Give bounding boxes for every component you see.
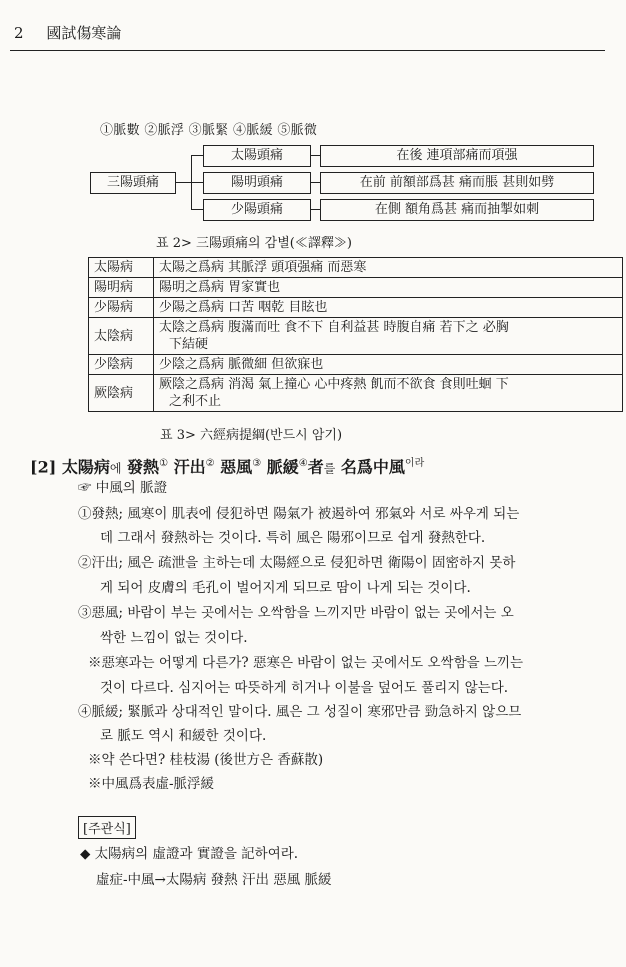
cell-line: 陽明之爲病 胃家實也 <box>159 280 281 295</box>
connector <box>175 182 191 183</box>
table2-desc-box: 在前 前額部爲甚 痛而脹 甚則如劈 <box>320 172 594 194</box>
table2-caption: 표 2> 三陽頭痛의 감별(≪譯釋≫) <box>156 236 352 251</box>
body-line: 로 脈도 역시 和緩한 것이다. <box>100 728 267 744</box>
cell-line: 厥陰之爲病 消渴 氣上撞心 心中疼熱 飢而不欲食 食則吐蛔 下 <box>159 377 509 392</box>
heading-term: 脈緩 <box>266 457 299 477</box>
table3-caption: 표 3> 六經病提綱(반드시 암기) <box>160 428 343 443</box>
connector <box>191 209 203 210</box>
table-row <box>89 258 623 278</box>
section-heading <box>30 454 424 477</box>
table-row <box>89 298 623 318</box>
cell-line: 少陰之爲病 脈微細 但欲寐也 <box>159 357 324 372</box>
footnote-mark: ① <box>159 458 169 469</box>
connector <box>310 209 320 210</box>
cell-line: 之利不止 <box>169 394 222 409</box>
body-line: 데 그래서 發熱하는 것이다. 특히 風은 陽邪이므로 쉽게 發熱한다. <box>100 530 486 546</box>
heading-particle: 이라 <box>404 458 425 469</box>
connector <box>191 155 203 156</box>
body-line: 게 되어 皮膚의 毛孔이 벌어지게 되므로 땀이 나게 되는 것이다. <box>100 580 471 596</box>
connector <box>310 182 320 183</box>
heading-term: 太陽病 <box>61 457 110 477</box>
table-cell: 太陽病 <box>89 258 154 278</box>
table-cell <box>154 318 623 355</box>
table2-name-box: 陽明頭痛 <box>203 172 311 194</box>
heading-term: 名爲中風 <box>340 457 405 477</box>
cell-line: 少陽之爲病 口苦 咽乾 目眩也 <box>159 300 328 315</box>
body-line: ①發熱; 風寒이 肌表에 侵犯하면 陽氣가 被遏하여 邪氣와 서로 싸우게 되는 <box>78 506 520 522</box>
table2-root-box: 三陽頭痛 <box>90 172 176 194</box>
body-line: ※약 쓴다면? 桂枝湯 (後世方은 香蘇散) <box>88 752 324 768</box>
table-cell: 陽明病 <box>89 278 154 298</box>
body-line: ④脈緩; 緊脈과 상대적인 말이다. 風은 그 성질이 寒邪만큼 勁急하지 않으므 <box>78 704 522 720</box>
table2-desc-box: 在側 額角爲甚 痛而抽掣如刺 <box>320 199 594 221</box>
answer-options: ①脈數 ②脈浮 ③脈緊 ④脈緩 ⑤脈微 <box>100 123 318 138</box>
connector <box>310 155 320 156</box>
body-line: ※惡寒과는 어떻게 다른가? 惡寒은 바람이 없는 곳에서도 오싹함을 느끼는 <box>88 655 524 671</box>
table-cell <box>154 278 623 298</box>
heading-particle: 에 <box>109 461 122 476</box>
footnote-mark: ② <box>205 458 215 469</box>
page-number: 2 <box>14 24 24 42</box>
cell-line: 太陽之爲病 其脈浮 頭項强痛 而惡寒 <box>159 260 367 275</box>
footnote-mark: ③ <box>252 458 262 469</box>
header-rule <box>10 50 605 51</box>
table-row <box>89 318 623 355</box>
table3 <box>88 257 623 412</box>
connector <box>191 182 203 183</box>
table-row <box>89 278 623 298</box>
table-cell <box>154 375 623 412</box>
table-cell <box>154 355 623 375</box>
footnote-mark: ④ <box>298 458 308 469</box>
heading-term: 汗出 <box>173 457 206 477</box>
subtitle: ☞ 中風의 脈證 <box>78 480 168 496</box>
table2-name-box: 少陽頭痛 <box>203 199 311 221</box>
section-label: [2] <box>30 457 57 477</box>
table2-name-box: 太陽頭痛 <box>203 145 311 167</box>
heading-particle: 를 <box>323 461 336 476</box>
body-line: 것이 다르다. 심지어는 따뜻하게 히거나 이불을 덮어도 풀리지 않는다. <box>100 680 509 696</box>
subjective-label: [주관식] <box>78 816 136 839</box>
book-title: 國試傷寒論 <box>46 24 122 42</box>
answer-line: 虛症-中風→太陽病 發熱 汗出 惡風 脈緩 <box>96 872 332 888</box>
table-cell: 厥陰病 <box>89 375 154 412</box>
cell-line: 下結硬 <box>169 337 209 352</box>
body-line: 싹한 느낌이 없는 것이다. <box>100 630 248 646</box>
heading-term: 惡風 <box>220 457 253 477</box>
table-cell: 少陰病 <box>89 355 154 375</box>
body-line: ②汗出; 風은 疏泄을 主하는데 太陽經으로 侵犯하면 衛陽이 固密하지 못하 <box>78 555 516 571</box>
table-cell: 少陽病 <box>89 298 154 318</box>
body-line: ③惡風; 바람이 부는 곳에서는 오싹함을 느끼지만 바람이 없는 곳에서는 오 <box>78 605 514 621</box>
body-line: ※中風爲表虛-脈浮緩 <box>88 776 215 792</box>
heading-term: 者 <box>307 457 324 477</box>
table-cell <box>154 298 623 318</box>
table2-desc-box: 在後 連項部痛而項强 <box>320 145 594 167</box>
table-cell <box>154 258 623 278</box>
heading-term: 發熱 <box>127 457 160 477</box>
table-row <box>89 375 623 412</box>
table-cell: 太陰病 <box>89 318 154 355</box>
question-line: ◆ 太陽病의 虛證과 實證을 記하여라. <box>80 846 299 862</box>
table-row <box>89 355 623 375</box>
cell-line: 太陰之爲病 腹滿而吐 食不下 自利益甚 時腹自痛 若下之 必胸 <box>159 320 509 335</box>
running-header <box>14 22 121 43</box>
